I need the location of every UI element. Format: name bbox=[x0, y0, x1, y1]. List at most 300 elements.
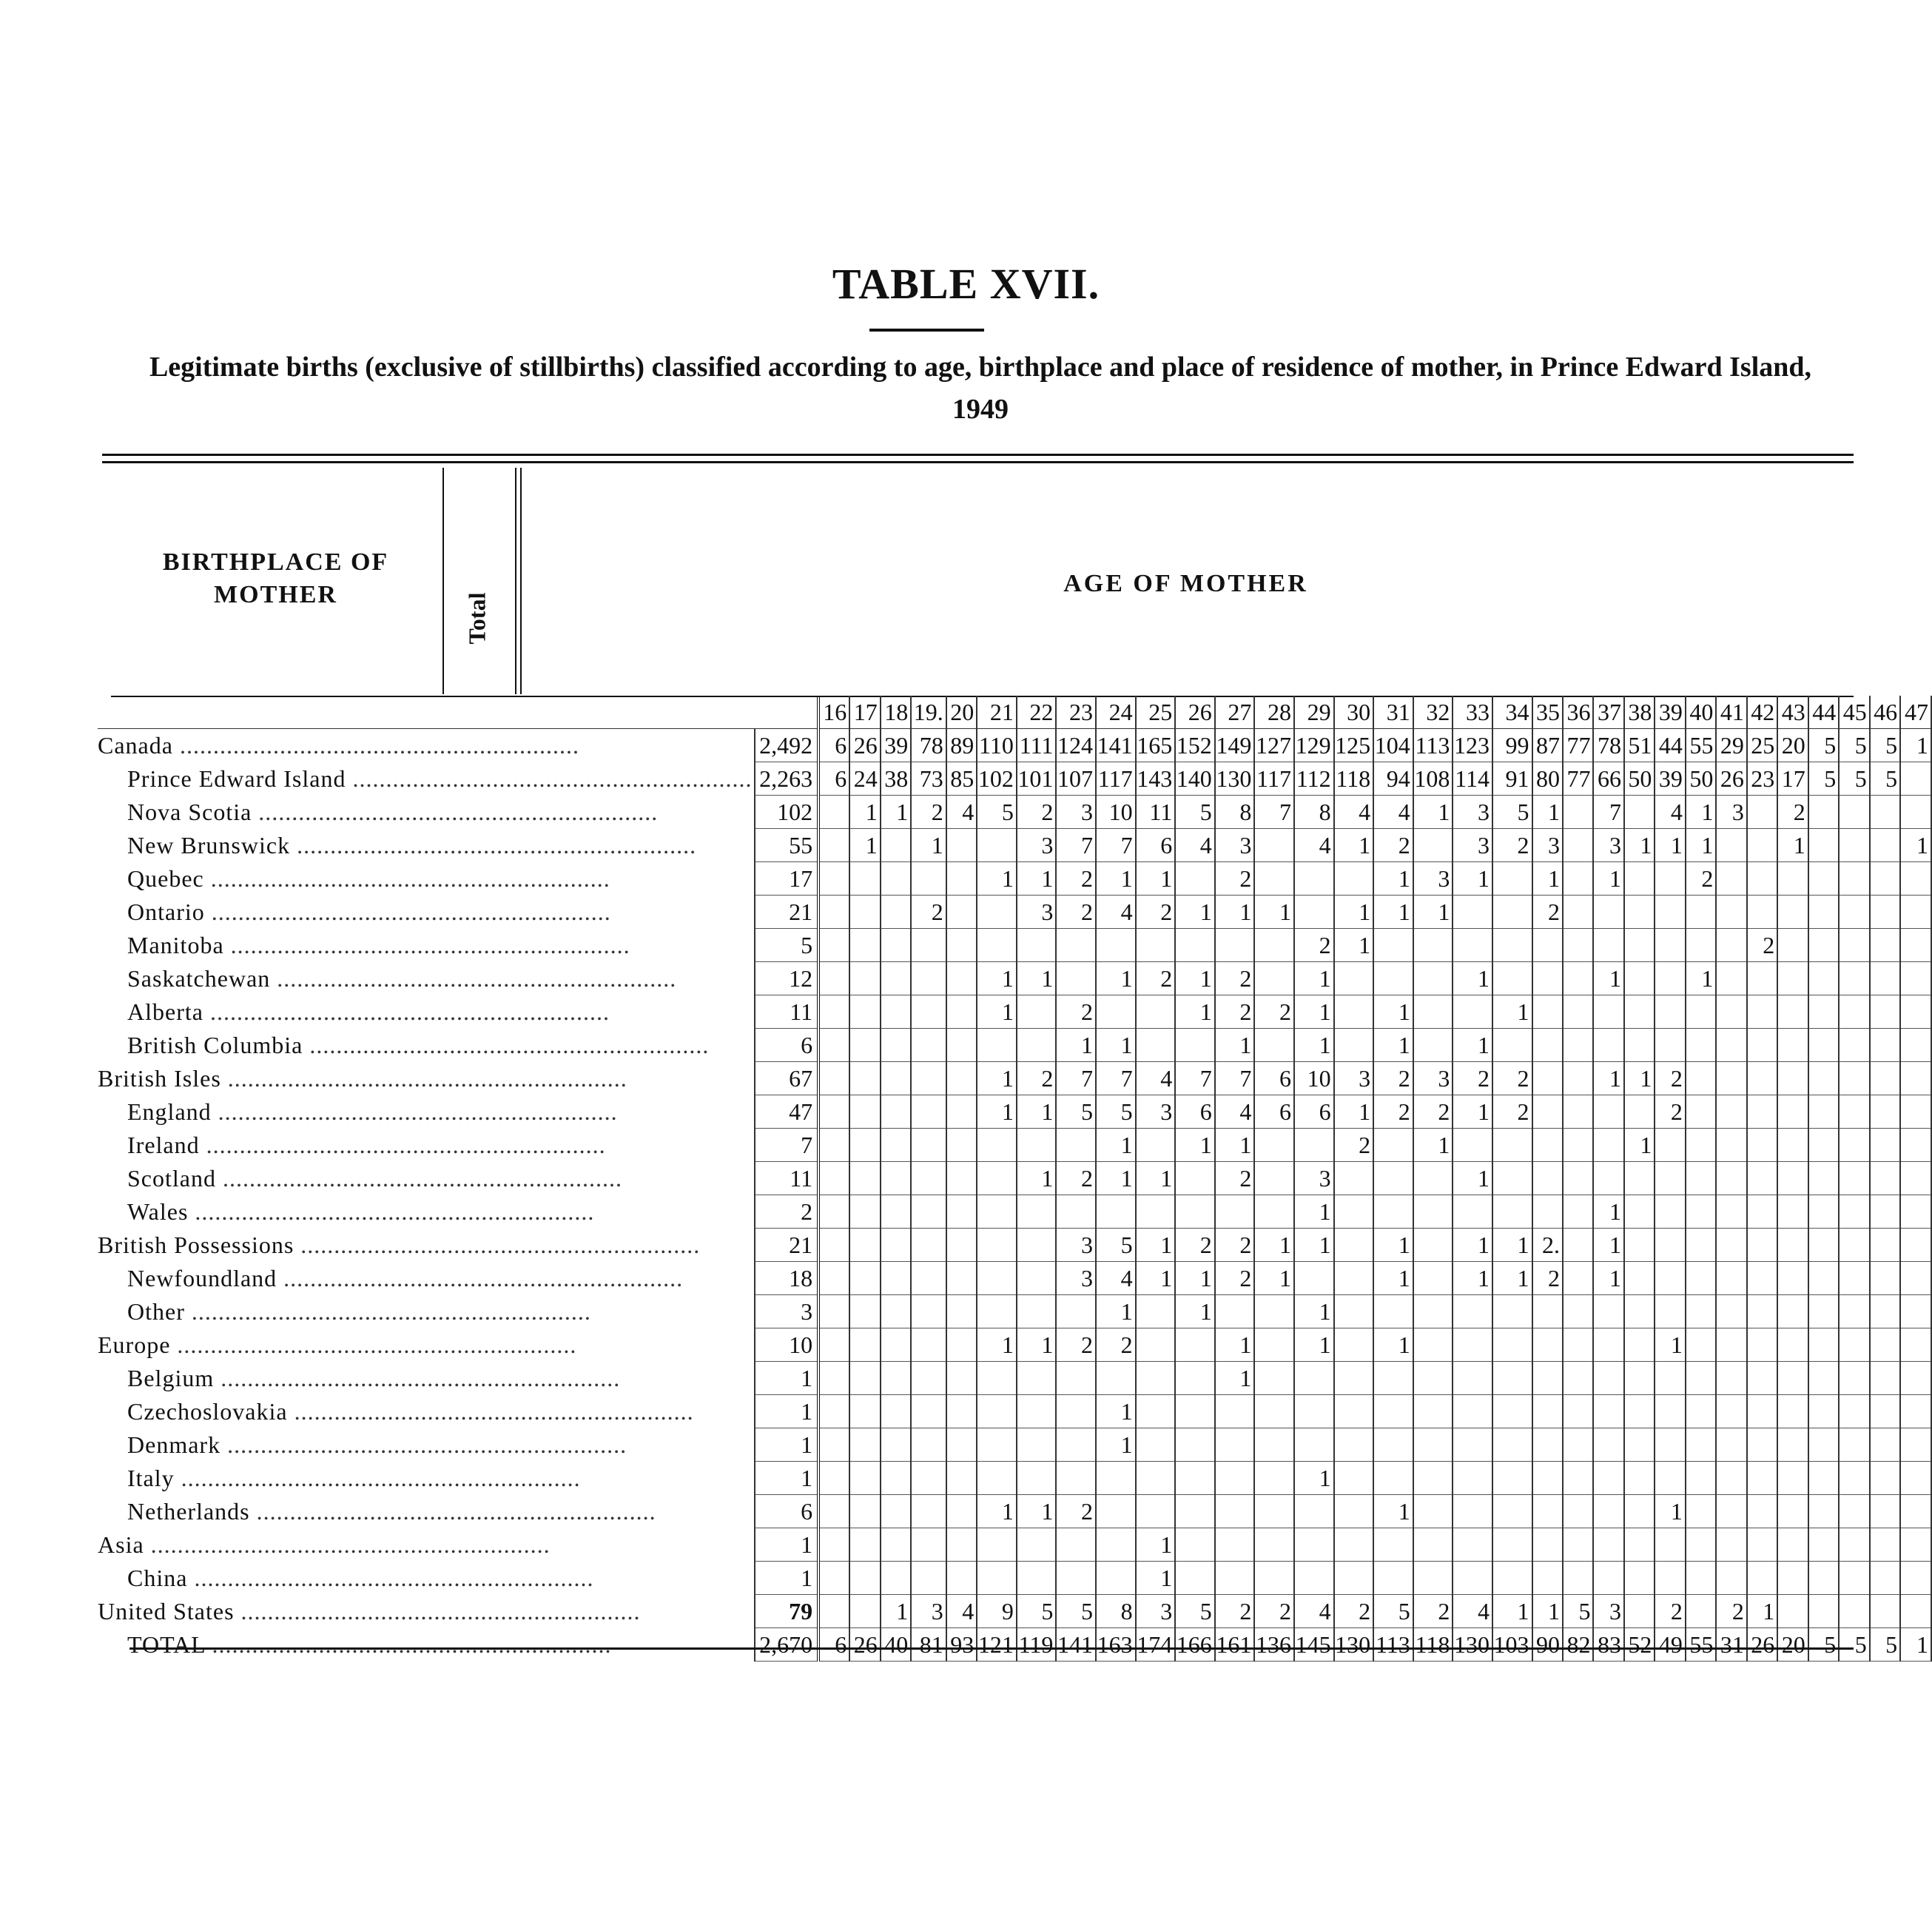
leader-dots: ............................................................ bbox=[214, 1364, 621, 1391]
count-cell bbox=[1373, 1462, 1413, 1495]
count-cell bbox=[1096, 1495, 1136, 1528]
row-total: 1 bbox=[755, 1562, 818, 1595]
count-cell bbox=[1017, 1362, 1057, 1395]
count-cell bbox=[1563, 1328, 1593, 1362]
count-cell: 1 bbox=[1373, 896, 1413, 929]
count-cell bbox=[911, 1462, 946, 1495]
row-total: 17 bbox=[755, 862, 818, 896]
count-cell bbox=[1808, 1129, 1839, 1162]
count-cell bbox=[1136, 1428, 1176, 1462]
count-cell bbox=[1655, 1029, 1685, 1062]
row-total: 1 bbox=[755, 1395, 818, 1428]
row-total: 12 bbox=[755, 962, 818, 995]
count-cell bbox=[849, 1528, 880, 1562]
count-cell bbox=[1808, 995, 1839, 1029]
table-title: TABLE XVII. bbox=[832, 260, 1100, 308]
count-cell bbox=[1532, 1029, 1563, 1062]
count-cell: 5 bbox=[1373, 1595, 1413, 1628]
count-cell: 1 bbox=[1175, 962, 1215, 995]
count-cell: 1 bbox=[1373, 862, 1413, 896]
count-cell bbox=[977, 1029, 1017, 1062]
count-cell: 5 bbox=[1870, 762, 1900, 796]
count-cell bbox=[1492, 929, 1532, 962]
count-cell bbox=[1532, 1162, 1563, 1195]
leader-dots: ............................................................ bbox=[303, 1031, 710, 1058]
row-total: 1 bbox=[755, 1428, 818, 1462]
count-cell bbox=[881, 829, 911, 862]
count-cell bbox=[881, 1195, 911, 1229]
count-cell: 29 bbox=[1716, 729, 1746, 762]
count-cell bbox=[1492, 1528, 1532, 1562]
count-cell: 1 bbox=[977, 1495, 1017, 1528]
count-cell bbox=[1532, 995, 1563, 1029]
count-cell bbox=[1413, 1428, 1453, 1462]
count-cell: 1 bbox=[1334, 1095, 1374, 1129]
count-cell bbox=[911, 1029, 946, 1062]
count-cell bbox=[1563, 1428, 1593, 1462]
count-cell bbox=[1563, 1095, 1593, 1129]
count-cell: 1 bbox=[1096, 1162, 1136, 1195]
count-cell bbox=[977, 1195, 1017, 1229]
count-cell bbox=[1777, 962, 1808, 995]
count-cell bbox=[1492, 896, 1532, 929]
count-cell bbox=[1413, 995, 1453, 1029]
count-cell bbox=[881, 1062, 911, 1095]
count-cell bbox=[1593, 929, 1623, 962]
count-cell bbox=[849, 1495, 880, 1528]
count-cell: 1 bbox=[1017, 962, 1057, 995]
count-cell: 2 bbox=[1334, 1595, 1374, 1628]
count-cell bbox=[849, 1428, 880, 1462]
count-cell bbox=[1563, 1195, 1593, 1229]
count-cell bbox=[1839, 1095, 1869, 1129]
count-cell bbox=[1777, 1595, 1808, 1628]
count-cell: 4 bbox=[1373, 796, 1413, 829]
count-cell: 1 bbox=[1096, 1029, 1136, 1062]
count-cell: 9 bbox=[977, 1595, 1017, 1628]
count-cell bbox=[1056, 1395, 1096, 1428]
count-cell bbox=[1655, 1162, 1685, 1195]
table-row bbox=[98, 1528, 1931, 1562]
count-cell bbox=[1808, 1195, 1839, 1229]
count-cell bbox=[881, 1095, 911, 1129]
count-cell bbox=[1870, 962, 1900, 995]
row-label bbox=[98, 929, 755, 962]
count-cell bbox=[1175, 1428, 1215, 1462]
count-cell bbox=[1870, 1495, 1900, 1528]
age-label: 39 bbox=[1655, 696, 1685, 729]
count-cell: 2 bbox=[1373, 829, 1413, 862]
row-total: 67 bbox=[755, 1062, 818, 1095]
count-cell bbox=[1453, 1395, 1492, 1428]
count-cell: 2 bbox=[1686, 862, 1716, 896]
count-cell bbox=[1839, 1362, 1869, 1395]
count-cell bbox=[1686, 1328, 1716, 1362]
table-row bbox=[98, 762, 1931, 796]
age-label: 26 bbox=[1175, 696, 1215, 729]
count-cell: 78 bbox=[911, 729, 946, 762]
count-cell: 3 bbox=[1334, 1062, 1374, 1095]
count-cell bbox=[946, 1562, 977, 1595]
row-total: 11 bbox=[755, 1162, 818, 1195]
table-row bbox=[98, 862, 1931, 896]
row-label-text: New Brunswick bbox=[127, 831, 291, 859]
count-cell bbox=[946, 962, 977, 995]
count-cell: 1 bbox=[1373, 1328, 1413, 1362]
age-label: 31 bbox=[1373, 696, 1413, 729]
count-cell bbox=[1839, 962, 1869, 995]
count-cell bbox=[1808, 1595, 1839, 1628]
count-cell bbox=[818, 1229, 849, 1262]
count-cell bbox=[946, 1495, 977, 1528]
count-cell bbox=[1716, 929, 1746, 962]
count-cell bbox=[1175, 1029, 1215, 1062]
row-label-text: Asia bbox=[98, 1531, 144, 1558]
count-cell bbox=[1563, 929, 1593, 962]
age-label: 20 bbox=[946, 696, 977, 729]
count-cell bbox=[1017, 1229, 1057, 1262]
count-cell bbox=[1563, 1129, 1593, 1162]
count-cell bbox=[849, 1295, 880, 1328]
count-cell bbox=[911, 1129, 946, 1162]
count-cell bbox=[1716, 1395, 1746, 1428]
table-row bbox=[98, 995, 1931, 1029]
count-cell bbox=[1254, 1495, 1294, 1528]
leader-dots: ............................................................ bbox=[204, 898, 611, 925]
count-cell bbox=[1870, 1295, 1900, 1328]
table-row bbox=[98, 1262, 1931, 1295]
row-label-text: United States bbox=[98, 1597, 235, 1625]
count-cell bbox=[946, 1129, 977, 1162]
leader-dots: ............................................................ bbox=[184, 1297, 591, 1325]
count-cell bbox=[1747, 1362, 1777, 1395]
row-label-text: Europe bbox=[98, 1331, 171, 1358]
count-cell bbox=[1777, 1395, 1808, 1428]
count-cell bbox=[1593, 1395, 1623, 1428]
count-cell bbox=[1593, 995, 1623, 1029]
count-cell: 117 bbox=[1254, 762, 1294, 796]
count-cell bbox=[1900, 1362, 1931, 1395]
count-cell: 5 bbox=[1175, 796, 1215, 829]
count-cell bbox=[1492, 1562, 1532, 1595]
count-cell bbox=[1624, 929, 1655, 962]
count-cell bbox=[1563, 796, 1593, 829]
count-cell bbox=[849, 1362, 880, 1395]
count-cell bbox=[1686, 1195, 1716, 1229]
count-cell bbox=[1215, 1562, 1255, 1595]
count-cell bbox=[1413, 829, 1453, 862]
count-cell bbox=[1096, 1362, 1136, 1395]
count-cell bbox=[1254, 1195, 1294, 1229]
count-cell bbox=[1413, 1495, 1453, 1528]
count-cell bbox=[1136, 929, 1176, 962]
row-total: 21 bbox=[755, 1229, 818, 1262]
count-cell bbox=[1492, 1162, 1532, 1195]
count-cell: 2 bbox=[1373, 1062, 1413, 1095]
count-cell bbox=[1373, 962, 1413, 995]
count-cell bbox=[977, 1129, 1017, 1162]
count-cell: 1 bbox=[1532, 796, 1563, 829]
row-label bbox=[98, 1562, 755, 1595]
age-label: 45 bbox=[1839, 696, 1869, 729]
count-cell: 3 bbox=[1056, 796, 1096, 829]
count-cell bbox=[1413, 1295, 1453, 1328]
row-label-text: Wales bbox=[127, 1197, 189, 1225]
count-cell bbox=[849, 995, 880, 1029]
count-cell: 108 bbox=[1413, 762, 1453, 796]
age-label: 18 bbox=[881, 696, 911, 729]
count-cell: 1 bbox=[1624, 1129, 1655, 1162]
age-label: 16 bbox=[818, 696, 849, 729]
table-row bbox=[98, 1229, 1931, 1262]
count-cell bbox=[1017, 1295, 1057, 1328]
count-cell bbox=[1716, 1062, 1746, 1095]
count-cell bbox=[946, 1195, 977, 1229]
row-label bbox=[98, 829, 755, 862]
table-row bbox=[98, 962, 1931, 995]
count-cell: 1 bbox=[977, 1328, 1017, 1362]
count-cell bbox=[946, 1462, 977, 1495]
count-cell: 26 bbox=[849, 729, 880, 762]
count-cell: 2 bbox=[1655, 1062, 1685, 1095]
count-cell: 2 bbox=[1492, 1095, 1532, 1129]
count-cell bbox=[977, 1162, 1017, 1195]
count-cell: 2 bbox=[1056, 995, 1096, 1029]
row-label bbox=[98, 796, 755, 829]
count-cell: 25 bbox=[1747, 729, 1777, 762]
count-cell bbox=[1215, 1295, 1255, 1328]
count-cell bbox=[1747, 896, 1777, 929]
count-cell bbox=[1175, 862, 1215, 896]
count-cell bbox=[1747, 862, 1777, 896]
count-cell bbox=[1808, 829, 1839, 862]
count-cell bbox=[1593, 1428, 1623, 1462]
count-cell bbox=[1215, 1428, 1255, 1462]
count-cell bbox=[1808, 1062, 1839, 1095]
count-cell: 3 bbox=[1593, 829, 1623, 862]
count-cell bbox=[1900, 1528, 1931, 1562]
count-cell: 1 bbox=[1900, 1628, 1931, 1662]
count-cell bbox=[977, 1528, 1017, 1562]
count-cell bbox=[1716, 1462, 1746, 1495]
count-cell bbox=[946, 1029, 977, 1062]
count-cell bbox=[1056, 962, 1096, 995]
blank-cell bbox=[98, 696, 755, 729]
count-cell: 1 bbox=[1492, 1229, 1532, 1262]
row-total: 55 bbox=[755, 829, 818, 862]
count-cell bbox=[1870, 896, 1900, 929]
count-cell: 1 bbox=[1215, 1129, 1255, 1162]
count-cell: 89 bbox=[946, 729, 977, 762]
count-cell bbox=[946, 1362, 977, 1395]
count-cell: 66 bbox=[1593, 762, 1623, 796]
count-cell: 52 bbox=[1624, 1628, 1655, 1662]
count-cell bbox=[1294, 1262, 1334, 1295]
count-cell bbox=[977, 1462, 1017, 1495]
count-cell bbox=[1716, 1328, 1746, 1362]
row-label-text: Denmark bbox=[127, 1431, 221, 1458]
count-cell: 143 bbox=[1136, 762, 1176, 796]
row-label bbox=[98, 1462, 755, 1495]
count-cell bbox=[1808, 862, 1839, 896]
count-cell bbox=[1777, 1062, 1808, 1095]
count-cell bbox=[1777, 1528, 1808, 1562]
table-row bbox=[98, 1295, 1931, 1328]
count-cell: 4 bbox=[1175, 829, 1215, 862]
count-cell: 5 bbox=[1839, 1628, 1869, 1662]
count-cell: 113 bbox=[1413, 729, 1453, 762]
count-cell: 99 bbox=[1492, 729, 1532, 762]
count-cell bbox=[1334, 1295, 1374, 1328]
count-cell bbox=[1413, 1229, 1453, 1262]
count-cell bbox=[849, 1062, 880, 1095]
count-cell: 8 bbox=[1215, 796, 1255, 829]
age-label: 47 bbox=[1900, 696, 1931, 729]
count-cell bbox=[1492, 962, 1532, 995]
row-total: 1 bbox=[755, 1362, 818, 1395]
count-cell: 1 bbox=[1593, 862, 1623, 896]
count-cell: 20 bbox=[1777, 1628, 1808, 1662]
count-cell bbox=[1334, 1428, 1374, 1462]
count-cell bbox=[1175, 1195, 1215, 1229]
count-cell bbox=[1215, 1195, 1255, 1229]
count-cell bbox=[1624, 1162, 1655, 1195]
count-cell bbox=[946, 929, 977, 962]
count-cell bbox=[1808, 1362, 1839, 1395]
count-cell bbox=[1900, 929, 1931, 962]
count-cell: 55 bbox=[1686, 1628, 1716, 1662]
count-cell: 1 bbox=[1096, 1428, 1136, 1462]
count-cell bbox=[1747, 796, 1777, 829]
count-cell bbox=[1686, 929, 1716, 962]
count-cell: 1 bbox=[1686, 962, 1716, 995]
count-cell bbox=[1900, 1295, 1931, 1328]
count-cell bbox=[911, 862, 946, 896]
age-header: AGE OF MOTHER bbox=[1063, 570, 1308, 597]
count-cell bbox=[1563, 1528, 1593, 1562]
row-label bbox=[98, 995, 755, 1029]
count-cell bbox=[1747, 1262, 1777, 1295]
count-cell bbox=[1747, 1162, 1777, 1195]
count-cell bbox=[1373, 1428, 1413, 1462]
count-cell: 5 bbox=[1017, 1595, 1057, 1628]
count-cell: 2 bbox=[1096, 1328, 1136, 1362]
count-cell bbox=[1254, 962, 1294, 995]
table-row bbox=[98, 1462, 1931, 1495]
count-cell bbox=[849, 1395, 880, 1428]
count-cell bbox=[1655, 929, 1685, 962]
count-cell: 2 bbox=[1017, 1062, 1057, 1095]
count-cell: 2 bbox=[1747, 929, 1777, 962]
table-row bbox=[98, 1362, 1931, 1395]
count-cell: 101 bbox=[1017, 762, 1057, 796]
count-cell bbox=[1294, 862, 1334, 896]
count-cell: 2 bbox=[1056, 896, 1096, 929]
count-cell bbox=[1413, 1462, 1453, 1495]
count-cell bbox=[1563, 862, 1593, 896]
count-cell bbox=[1254, 1528, 1294, 1562]
row-label-text: TOTAL bbox=[127, 1630, 206, 1658]
row-label-text: Nova Scotia bbox=[127, 798, 252, 825]
count-cell bbox=[1900, 1129, 1931, 1162]
count-cell bbox=[1655, 1528, 1685, 1562]
count-cell bbox=[1175, 1562, 1215, 1595]
row-label-text: Italy bbox=[127, 1464, 175, 1491]
count-cell: 31 bbox=[1716, 1628, 1746, 1662]
count-cell bbox=[911, 995, 946, 1029]
count-cell bbox=[946, 829, 977, 862]
count-cell bbox=[946, 1229, 977, 1262]
count-cell bbox=[849, 1029, 880, 1062]
row-total: 2 bbox=[755, 1195, 818, 1229]
count-cell bbox=[1716, 1495, 1746, 1528]
count-cell bbox=[1532, 1328, 1563, 1362]
count-cell bbox=[1777, 862, 1808, 896]
count-cell: 1 bbox=[1413, 1129, 1453, 1162]
count-cell: 2 bbox=[1532, 896, 1563, 929]
count-cell: 3 bbox=[1413, 862, 1453, 896]
count-cell bbox=[1716, 1162, 1746, 1195]
count-cell bbox=[881, 1462, 911, 1495]
count-cell: 2 bbox=[911, 896, 946, 929]
count-cell bbox=[1413, 962, 1453, 995]
count-cell: 5 bbox=[1096, 1229, 1136, 1262]
count-cell: 3 bbox=[1136, 1095, 1176, 1129]
row-label bbox=[98, 729, 755, 762]
age-label: 25 bbox=[1136, 696, 1176, 729]
count-cell bbox=[1593, 1528, 1623, 1562]
count-cell bbox=[1777, 1428, 1808, 1462]
count-cell bbox=[1294, 896, 1334, 929]
count-cell: 2 bbox=[1056, 1495, 1096, 1528]
count-cell: 1 bbox=[1136, 1562, 1176, 1595]
count-cell bbox=[1624, 1229, 1655, 1262]
count-cell bbox=[1624, 1528, 1655, 1562]
count-cell bbox=[1294, 1528, 1334, 1562]
count-cell: 49 bbox=[1655, 1628, 1685, 1662]
count-cell bbox=[1175, 1462, 1215, 1495]
count-cell bbox=[1777, 1262, 1808, 1295]
count-cell bbox=[1839, 1395, 1869, 1428]
count-cell bbox=[1254, 1462, 1294, 1495]
count-cell: 1 bbox=[1017, 1328, 1057, 1362]
count-cell: 7 bbox=[1096, 1062, 1136, 1095]
count-cell: 3 bbox=[1532, 829, 1563, 862]
count-cell bbox=[1136, 995, 1176, 1029]
count-cell bbox=[1808, 1095, 1839, 1129]
count-cell: 2 bbox=[1373, 1095, 1413, 1129]
leader-dots: ............................................................ bbox=[203, 998, 610, 1025]
count-cell bbox=[1563, 829, 1593, 862]
count-cell bbox=[1453, 1495, 1492, 1528]
count-cell: 1 bbox=[1453, 1262, 1492, 1295]
count-cell bbox=[1839, 1595, 1869, 1628]
count-cell bbox=[1655, 1395, 1685, 1428]
count-cell bbox=[1686, 896, 1716, 929]
count-cell: 3 bbox=[1294, 1162, 1334, 1195]
age-label: 24 bbox=[1096, 696, 1136, 729]
count-cell: 102 bbox=[977, 762, 1017, 796]
count-cell: 5 bbox=[1870, 1628, 1900, 1662]
age-label: 32 bbox=[1413, 696, 1453, 729]
count-cell: 166 bbox=[1175, 1628, 1215, 1662]
count-cell bbox=[1808, 929, 1839, 962]
count-cell bbox=[1777, 1562, 1808, 1595]
row-label bbox=[98, 1062, 755, 1095]
count-cell bbox=[1453, 995, 1492, 1029]
count-cell bbox=[1373, 1195, 1413, 1229]
count-cell bbox=[1839, 896, 1869, 929]
